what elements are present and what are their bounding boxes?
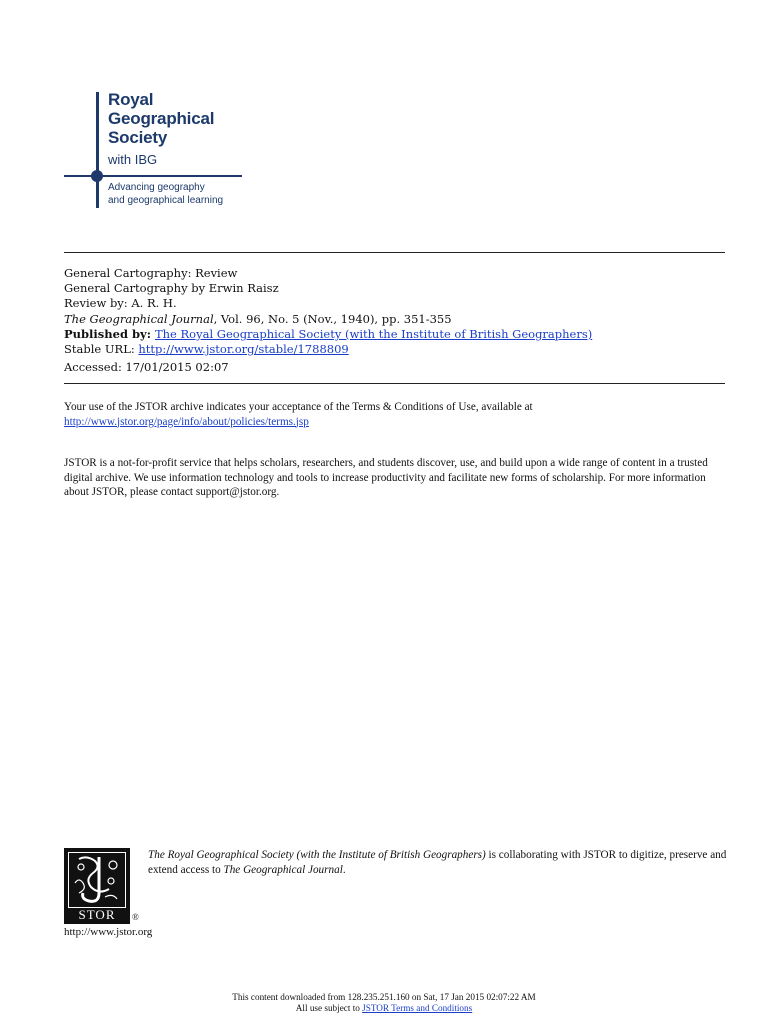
collab-end: . xyxy=(342,863,346,876)
footer-terms-line xyxy=(0,1003,768,1014)
accessed-date: Accessed: 17/01/2015 02:07 xyxy=(64,360,229,375)
review-author: Review by: A. R. H. xyxy=(64,296,177,311)
jstor-url: http://www.jstor.org xyxy=(64,926,153,938)
collab-society: The Royal Geographical Society (with the Institute of British Geographers) xyxy=(148,849,486,861)
logo-name-line-3: Society xyxy=(108,128,168,147)
download-footer xyxy=(0,992,768,1014)
terms-link[interactable]: http://www.jstor.org/page/info/about/policies/terms.jsp xyxy=(64,415,309,428)
stable-url-link[interactable]: http://www.jstor.org/stable/1788809 xyxy=(138,342,349,357)
jstor-wordmark: STOR xyxy=(78,907,116,922)
logo-name-line-1: Royal xyxy=(108,90,154,109)
jstor-logo xyxy=(64,848,130,924)
logo-tagline-line-2: and geographical learning xyxy=(108,195,224,206)
journal-details: , Vol. 96, No. 5 (Nov., 1940), pp. 351-355 xyxy=(213,311,452,326)
registered-mark: ® xyxy=(132,912,139,922)
jstor-emblem xyxy=(68,852,126,908)
terms-paragraph xyxy=(64,400,728,429)
footer-terms-link[interactable]: JSTOR Terms and Conditions xyxy=(362,1003,473,1013)
terms-text: Your use of the JSTOR archive indicates your acceptance of the Terms & Conditions of Use, available at xyxy=(64,401,533,413)
article-title: General Cartography: Review xyxy=(64,266,238,280)
logo-vertical-line xyxy=(96,92,99,208)
citation-block xyxy=(64,266,725,375)
logo-with-ibg: with IBG xyxy=(108,152,158,167)
about-jstor-paragraph: JSTOR is a not-for-profit service that helps scholars, researchers, and students discover, use, and build upon a wide range of content in a trusted digital archive. We use information technology and tools to increase productivity and facilitate new forms of scholarship. For more information about JSTOR, please contact support@jstor.org. xyxy=(64,457,708,498)
collab-middle: is collaborating with JSTOR to digitize, preserve and extend access to xyxy=(148,849,727,876)
bottom-divider xyxy=(64,383,725,384)
rgs-logo-name xyxy=(108,90,214,147)
logo-dot xyxy=(91,170,103,182)
book-title: General Cartography by Erwin Raisz xyxy=(64,281,279,296)
stable-url-line xyxy=(64,342,725,357)
footer-download-line: This content downloaded from 128.235.251.160 on Sat, 17 Jan 2015 02:07:22 AM xyxy=(232,992,536,1002)
publisher-link[interactable]: The Royal Geographical Society (with the Institute of British Geographers) xyxy=(154,326,593,341)
published-label: Published by: xyxy=(64,326,155,341)
journal-name: The Geographical Journal xyxy=(64,311,214,326)
journal-line xyxy=(64,312,725,327)
stable-url-label: Stable URL: xyxy=(64,342,139,357)
footer-terms-prefix: All use subject to xyxy=(295,1003,363,1013)
publisher-line xyxy=(64,327,725,342)
collaboration-text xyxy=(148,848,728,877)
logo-name-line-2: Geographical xyxy=(108,109,215,128)
collab-journal: The Geographical Journal xyxy=(223,863,343,876)
logo-tagline xyxy=(108,181,223,207)
jstor-emblem-art xyxy=(69,853,125,907)
top-divider xyxy=(64,252,725,253)
logo-tagline-line-1: Advancing geography xyxy=(108,182,205,193)
